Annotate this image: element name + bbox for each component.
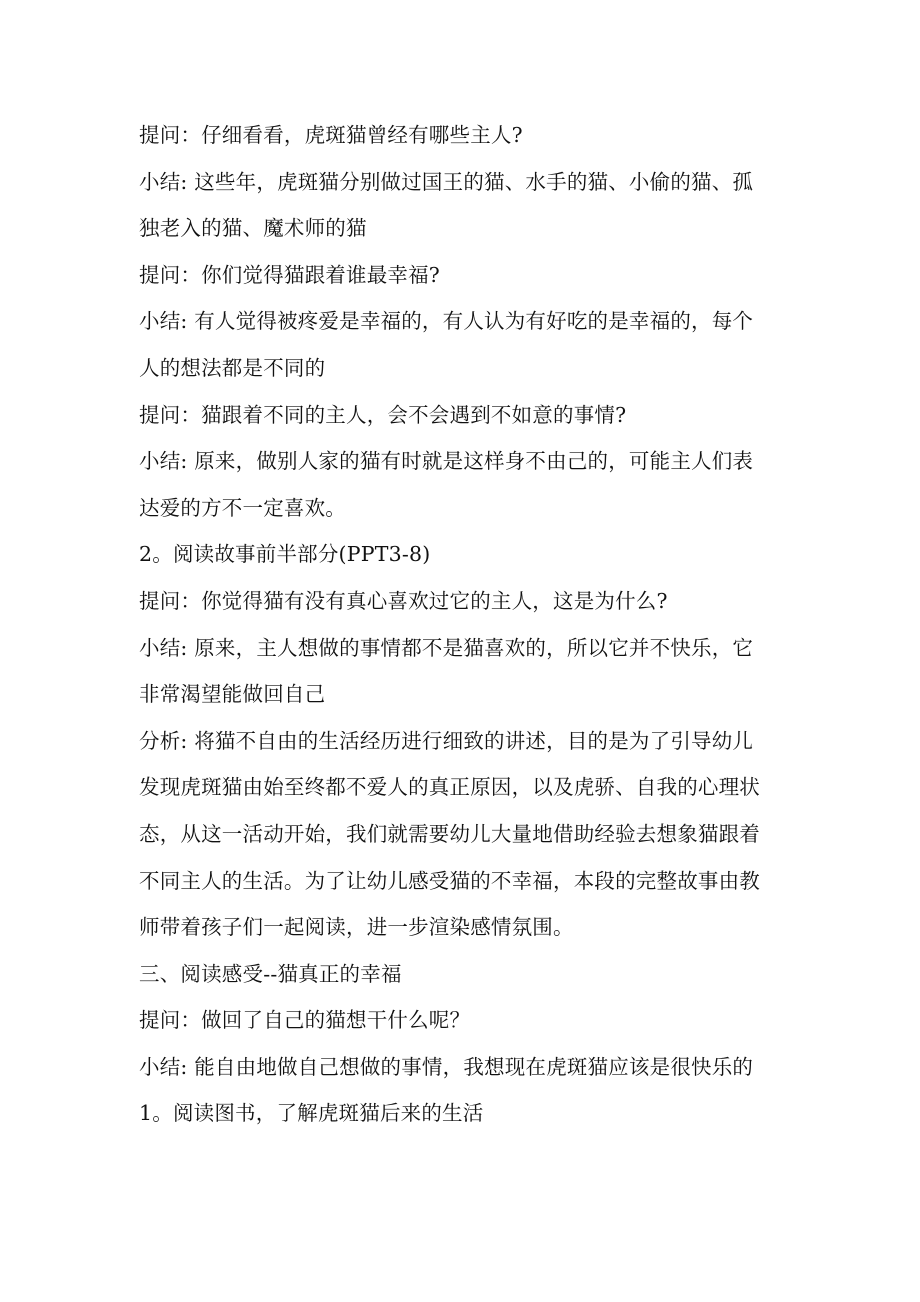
text-line: 提问：仔细看看，虎斑猫曾经有哪些主人? [139,123,523,147]
text-line: 三、阅读感受--猫真正的幸福 [139,961,402,986]
text-line: 2。阅读故事前半部分(PPT3-8) [139,542,431,567]
text-line: 不同主人的生活。为了让幼儿感受猫的不幸福，本段的完整故事由教 [139,868,760,893]
text-line: 提问：你们觉得猫跟着谁最幸福? [139,262,440,287]
text-line: 提问：猫跟着不同的主人，会不会遇到不如意的事情? [139,402,627,427]
document-body [139,112,799,1137]
text-line: 非常渴望能做回自己 [139,682,326,707]
text-line: 态，从这一活动开始，我们就需要幼儿大量地借助经验去想象猫跟着 [139,821,760,846]
text-line: 小结: 能自由地做自己想做的事情，我想现在虎斑猫应该是很快乐的 [139,1054,754,1079]
text-line: 人的想法都是不同的 [139,355,326,380]
text-line: 小结: 原来，做别人家的猫有时就是这样身不由己的，可能主人们表 [139,449,754,474]
text-line: 提问：你觉得猫有没有真心喜欢过它的主人，这是为什么? [139,588,668,613]
text-line: 独老入的猫、魔术师的猫 [139,216,367,241]
text-line: 师带着孩子们一起阅读，进一步渲染感情氛围。 [139,915,574,940]
text-line: 小结: 这些年，虎斑猫分别做过国王的猫、水手的猫、小偷的猫、孤 [139,169,754,194]
text-line: 分析: 将猫不自由的生活经历进行细致的讲述，目的是为了引导幼儿 [139,728,754,753]
text-line: 提问：做回了自己的猫想干什么呢？ [139,1008,471,1033]
text-line: 小结: 原来，主人想做的事情都不是猫喜欢的，所以它并不快乐，它 [139,635,754,660]
text-line: 发现虎斑猫由始至终都不爱人的真正原因，以及虎骄、自我的心理状 [139,775,760,800]
text-line: 达爱的方不一定喜欢。 [139,495,346,520]
text-line: 小结: 有人觉得被疼爱是幸福的，有人认为有好吃的是幸福的，每个 [139,309,754,334]
text-line: 1。阅读图书，了解虎斑猫后来的生活 [139,1101,484,1126]
